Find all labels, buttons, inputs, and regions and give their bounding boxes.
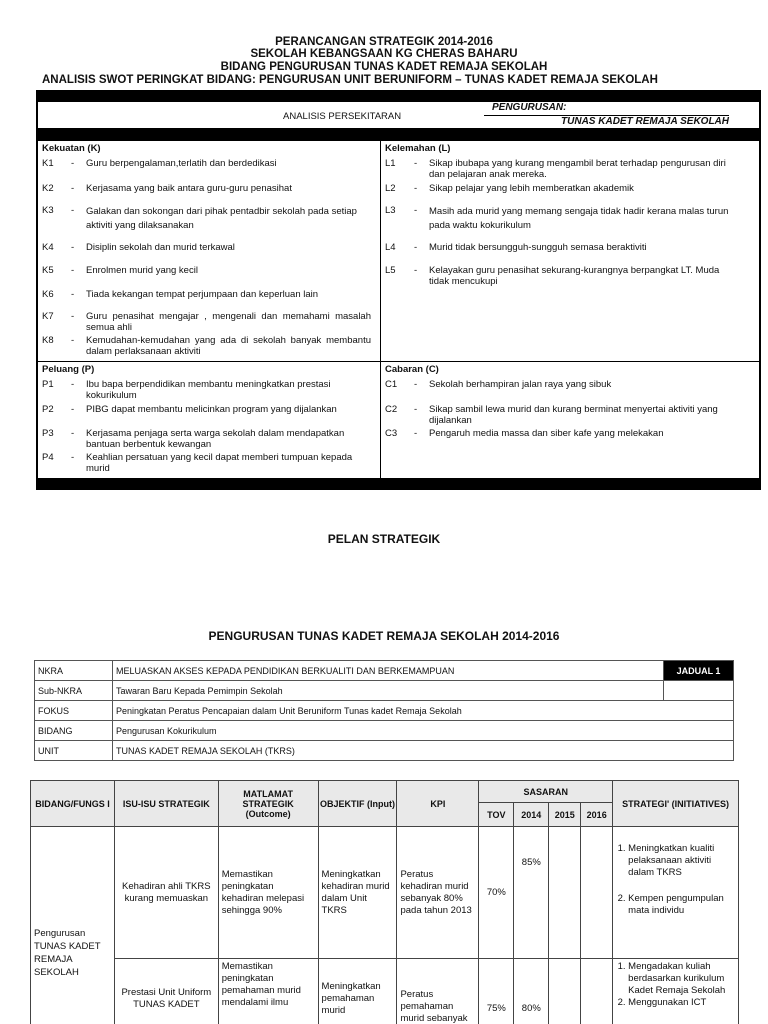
table-cell: Peningkatan Peratus Pencapaian dalam Unit Beruniform Tunas kadet Remaja Sekolah [113,701,734,721]
header-matlamat: MATLAMAT STRATEGIK (Outcome) [218,781,318,827]
table-cell: 80% [514,959,549,1024]
header-sasaran: SASARAN [479,781,613,803]
table-cell [549,827,581,959]
list-item: 2. Kempen pengumpulan mata individu [628,893,735,917]
table-row [35,661,734,681]
table-cell [664,681,734,701]
table-cell: FOKUS [35,701,113,721]
table-cell: Meningkatkan kehadiran murid dalam Unit TKRS [318,827,397,959]
list-item: 1. Mengadakan kuliah berdasarkan kurikulum Kadet Remaja Sekolah [628,961,735,997]
table-cell: Peratus kehadiran murid sebanyak 80% pada tahun 2013 [397,827,479,959]
table-cell: Meningkatkan pemahaman murid [318,959,397,1024]
strategi-cell [613,959,739,1024]
header-2016: 2016 [581,803,613,827]
header-2015: 2015 [549,803,581,827]
persekitaran-row [38,102,759,128]
header-kpi: KPI [397,781,479,827]
kelemahan-title: Kelemahan (L) [385,143,451,154]
info-table [34,660,734,761]
table-cell [581,827,613,959]
table-cell: Peratus pemahaman murid sebanyak [397,959,479,1024]
divider [380,141,381,478]
table-row [31,959,739,1024]
table-cell: Memastikan peningkatan pemahaman murid mendalami ilmu [218,959,318,1024]
table-row [35,701,734,721]
list-item: 1. Meningkatkan kualiti pelaksanaan aktiviti dalam TKRS [628,843,735,879]
peluang-title: Peluang (P) [42,364,95,375]
pengurusan-value: TUNAS KADET REMAJA SEKOLAH [484,115,729,127]
table-cell: BIDANG [35,721,113,741]
table-row [31,827,739,959]
table-cell: 75% [479,959,514,1024]
swot-table [36,90,761,490]
pelan-title: PELAN STRATEGIK [327,532,441,546]
section-title: PENGURUSAN TUNAS KADET REMAJA SEKOLAH 2014-2016 [208,629,560,643]
table-cell: NKRA [35,661,113,681]
doc-title-1: PERANCANGAN STRATEGIK 2014-2016 [275,36,493,48]
header-tov: TOV [479,803,514,827]
header-bidang: BIDANG/FUNGS I [31,781,115,827]
table-cell: Prestasi Unit Uniform TUNAS KADET [114,959,218,1024]
table-cell: Kehadiran ahli TKRS kurang memuaskan [114,827,218,959]
header-objektif: OBJEKTIF (Input) [318,781,397,827]
strategi-cell [613,827,739,959]
table-cell [581,959,613,1024]
header-isu: ISU-ISU STRATEGIK [114,781,218,827]
table-row [35,721,734,741]
kekuatan-title: Kekuatan (K) [42,143,101,154]
table-cell: 70% [479,827,514,959]
persekitaran-label: ANALISIS PERSEKITARAN [283,111,402,122]
header-strategi: STRATEGI' (INITIATIVES) [613,781,739,827]
jadual-badge: JADUAL 1 [664,661,734,681]
bidang-cell: Pengurusan TUNAS KADET REMAJA SEKOLAH [31,827,115,1024]
table-row [35,741,734,761]
table-cell: Tawaran Baru Kepada Pemimpin Sekolah [113,681,664,701]
table-cell: MELUASKAN AKSES KEPADA PENDIDIKAN BERKUALITI DAN BERKEMAMPUAN [113,661,664,681]
pengurusan-label: PENGURUSAN: [492,102,567,113]
doc-title-4: ANALISIS SWOT PERINGKAT BIDANG: PENGURUSAN UNIT BERUNIFORM – TUNAS KADET REMAJA SEKOLAH [42,74,658,86]
table-cell: Pengurusan Kokurikulum [113,721,734,741]
table-cell: 85% [514,827,549,959]
divider [38,361,759,362]
table-cell: Memastikan peningkatan kehadiran melepasi sehingga 90% [218,827,318,959]
list-item: 2. Menggunakan ICT [628,997,735,1009]
doc-title-2: SEKOLAH KEBANGSAAN KG CHERAS BAHARU [250,48,518,60]
header-2014: 2014 [514,803,549,827]
table-cell: TUNAS KADET REMAJA SEKOLAH (TKRS) [113,741,734,761]
strategic-table [30,780,739,1024]
swot-grid: Kekuatan (K) Kelemahan (L) Peluang (P) Cabaran (C) K1 - Guru berpengalaman,terlatih dan berdedikasi K2 - Kerjasama yang baik antara guru-guru penasihat K3 - Galakan dan sokongan dari pihak pentadbir sekolah pada setiap aktiviti yang dilaksanakan K4 - Disiplin sekolah dan murid terkawal K5 - Enrolmen murid yang kecil K6 - Tiada kekangan tempat perjumpaan dan keperluan lain K7 - Guru penasihat mengajar , mengenali dan memahami masalah semua ahli K8 - Kemudahan-kemudahan yang ada di sekolah banyak membantu dalam perlaksanaan aktiviti L1 - Sikap ibubapa yang kurang mengambil berat terhadap pengurusan diri dan pelajaran anak mereka. L2 - Sikap pelajar yang lebih memberatkan akademik L3 - Masih ada murid yang memang sengaja tidak hadir kerana malas turun pada waktu kokurikulum L4 - Murid tidak bersungguh-sungguh semasa beraktiviti L5 - Kelayakan guru penasihat sekurang-kurangnya berpangkat LT. Muda tidak mencukupi P1 - Ibu bapa berpendidikan membantu meningkatkan prestasi kokurikulum P2 - PIBG dapat membantu melicinkan program yang dijalankan P3 - Kerjasama penjaga serta warga sekolah dalam mendapatkan bantuan berbentuk kewangan P4 - Keahlian persatuan yang kecil dapat memberi tumpuan kepada murid C1 - Sekolah berhampiran jalan raya yang sibuk C2 - Sikap sambil lewa murid dan kurang berminat menyertai aktiviti yang dijalankan C3 - Pengaruh media massa dan siber kafe yang melekakan [38,141,759,478]
table-row [35,681,734,701]
table-cell: Sub-NKRA [35,681,113,701]
table-header-row [31,781,739,803]
table-cell: UNIT [35,741,113,761]
doc-title-3: BIDANG PENGURUSAN TUNAS KADET REMAJA SEKOLAH [220,61,548,73]
cabaran-title: Cabaran (C) [385,364,439,375]
table-cell [549,959,581,1024]
